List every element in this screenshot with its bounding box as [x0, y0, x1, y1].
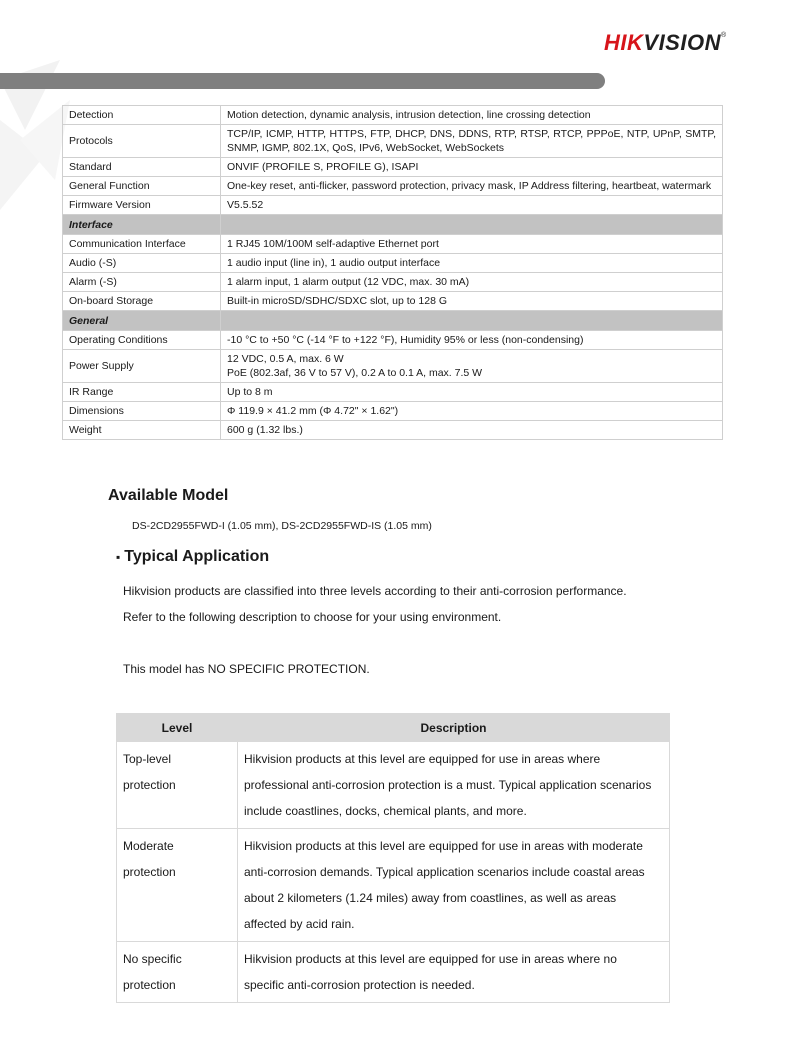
- spec-value-line: 12 VDC, 0.5 A, max. 6 W: [227, 353, 344, 365]
- level-name-line: protection: [123, 865, 176, 879]
- spec-label: Dimensions: [63, 402, 221, 421]
- spec-row: [63, 235, 723, 254]
- spec-value: [221, 196, 723, 215]
- typical-application-heading: ▪ Typical Application: [116, 548, 270, 565]
- spec-label: Protocols: [63, 125, 221, 158]
- spec-value-line: 600 g (1.32 lbs.): [227, 424, 303, 436]
- spec-value-line: -10 °C to +50 °C (-14 °F to +122 °F), Humidity 95% or less (non-condensing): [227, 334, 584, 346]
- spec-row: [63, 125, 723, 158]
- spec-value: [221, 125, 723, 158]
- description-line: anti-corrosion demands. Typical application scenarios include coastal areas: [244, 865, 645, 879]
- spec-row: [63, 106, 723, 125]
- spec-value-line: TCP/IP, ICMP, HTTP, HTTPS, FTP, DHCP, DNS, DDNS, RTP, RTSP, RTCP, PPPoE, NTP, UPnP, SMTP, SNMP, IGMP, 802.1X, QoS, IPv6, WebSocket, WebSockets: [227, 128, 716, 154]
- description-line: professional anti-corrosion protection is a must. Typical application scenarios: [244, 778, 652, 792]
- protection-level-row: [117, 742, 670, 829]
- spec-value-line: One-key reset, anti-flicker, password protection, privacy mask, IP Address filtering, heartbeat, watermark: [227, 180, 712, 192]
- bullet-icon: ▪: [116, 550, 121, 564]
- spec-label: On-board Storage: [63, 292, 221, 311]
- header-bar: [0, 73, 605, 89]
- spec-row: [63, 196, 723, 215]
- level-column-header: Level: [117, 714, 238, 742]
- description-column-header: Description: [238, 714, 670, 742]
- protection-level-description: [238, 829, 670, 942]
- spec-label: General Function: [63, 177, 221, 196]
- spec-row: [63, 158, 723, 177]
- spec-label: Alarm (-S): [63, 273, 221, 292]
- spec-section-header: [63, 311, 723, 331]
- anti-corrosion-intro: Hikvision products are classified into three levels according to their anti-corrosion performance.: [123, 584, 627, 598]
- spec-value-line: ONVIF (PROFILE S, PROFILE G), ISAPI: [227, 161, 419, 173]
- spec-row: [63, 177, 723, 196]
- protection-levels-table: [116, 713, 670, 1003]
- spec-value: [221, 421, 723, 440]
- level-name-line: Moderate: [123, 839, 174, 853]
- section-filler: [221, 215, 723, 235]
- description-line: about 2 kilometers (1.24 miles) away from coastlines, as well as areas: [244, 891, 617, 905]
- description-line: specific anti-corrosion protection is needed.: [244, 978, 475, 992]
- protection-level-description: [238, 942, 670, 1003]
- spec-value: [221, 402, 723, 421]
- spec-row: [63, 421, 723, 440]
- spec-value: [221, 350, 723, 383]
- protection-level-name: [117, 942, 238, 1003]
- spec-value: [221, 383, 723, 402]
- spec-label: Firmware Version: [63, 196, 221, 215]
- spec-row: [63, 383, 723, 402]
- spec-value-line: Built-in microSD/SDHC/SDXC slot, up to 128 G: [227, 295, 447, 307]
- spec-value: [221, 235, 723, 254]
- description-line: Hikvision products at this level are equipped for use in areas where: [244, 752, 601, 766]
- spec-value: [221, 292, 723, 311]
- spec-label: Operating Conditions: [63, 331, 221, 350]
- protection-level-description: [238, 742, 670, 829]
- spec-label: Power Supply: [63, 350, 221, 383]
- section-title: Interface: [63, 215, 221, 235]
- spec-label: IR Range: [63, 383, 221, 402]
- anti-corrosion-guidance: Refer to the following description to choose for your using environment.: [123, 610, 502, 624]
- section-filler: [221, 311, 723, 331]
- spec-row: [63, 350, 723, 383]
- spec-label: Standard: [63, 158, 221, 177]
- level-name-line: protection: [123, 778, 176, 792]
- description-line: include coastlines, docks, chemical plants, and more.: [244, 804, 527, 818]
- spec-row: [63, 402, 723, 421]
- section-title: General: [63, 311, 221, 331]
- spec-row: [63, 331, 723, 350]
- hikvision-logo: HIKVISION®: [604, 30, 727, 55]
- spec-row: [63, 254, 723, 273]
- spec-row: [63, 273, 723, 292]
- spec-value-line: PoE (802.3af, 36 V to 57 V), 0.2 A to 0.1 A, max. 7.5 W: [227, 367, 483, 379]
- protection-level-name: [117, 829, 238, 942]
- spec-label: Audio (-S): [63, 254, 221, 273]
- protection-level-row: [117, 829, 670, 942]
- spec-label: Detection: [63, 106, 221, 125]
- level-name-line: No specific: [123, 952, 182, 966]
- spec-section-header: [63, 215, 723, 235]
- spec-value: [221, 331, 723, 350]
- spec-value-line: Motion detection, dynamic analysis, intrusion detection, line crossing detection: [227, 109, 591, 121]
- protection-statement: This model has NO SPECIFIC PROTECTION.: [123, 662, 370, 676]
- spec-value-line: V5.5.52: [227, 199, 264, 211]
- specifications-table: [62, 105, 723, 440]
- spec-value: [221, 106, 723, 125]
- spec-value: [221, 254, 723, 273]
- spec-value-line: Up to 8 m: [227, 386, 273, 398]
- available-model-heading: Available Model: [108, 487, 229, 504]
- available-model-list: DS-2CD2955FWD-I (1.05 mm), DS-2CD2955FWD-IS (1.05 mm): [132, 520, 432, 532]
- spec-value-line: 1 alarm input, 1 alarm output (12 VDC, max. 30 mA): [227, 276, 470, 288]
- description-line: affected by acid rain.: [244, 917, 355, 931]
- spec-value: [221, 158, 723, 177]
- spec-value-line: 1 RJ45 10M/100M self-adaptive Ethernet port: [227, 238, 439, 250]
- protection-level-row: [117, 942, 670, 1003]
- level-name-line: Top-level: [123, 752, 172, 766]
- protection-level-name: [117, 742, 238, 829]
- spec-value-line: Φ 119.9 × 41.2 mm (Φ 4.72" × 1.62"): [227, 405, 399, 417]
- description-line: Hikvision products at this level are equipped for use in areas where no: [244, 952, 617, 966]
- spec-row: [63, 292, 723, 311]
- spec-value: [221, 273, 723, 292]
- level-name-line: protection: [123, 978, 176, 992]
- spec-label: Weight: [63, 421, 221, 440]
- spec-value-line: 1 audio input (line in), 1 audio output interface: [227, 257, 441, 269]
- description-line: Hikvision products at this level are equipped for use in areas with moderate: [244, 839, 643, 853]
- spec-value: [221, 177, 723, 196]
- spec-label: Communication Interface: [63, 235, 221, 254]
